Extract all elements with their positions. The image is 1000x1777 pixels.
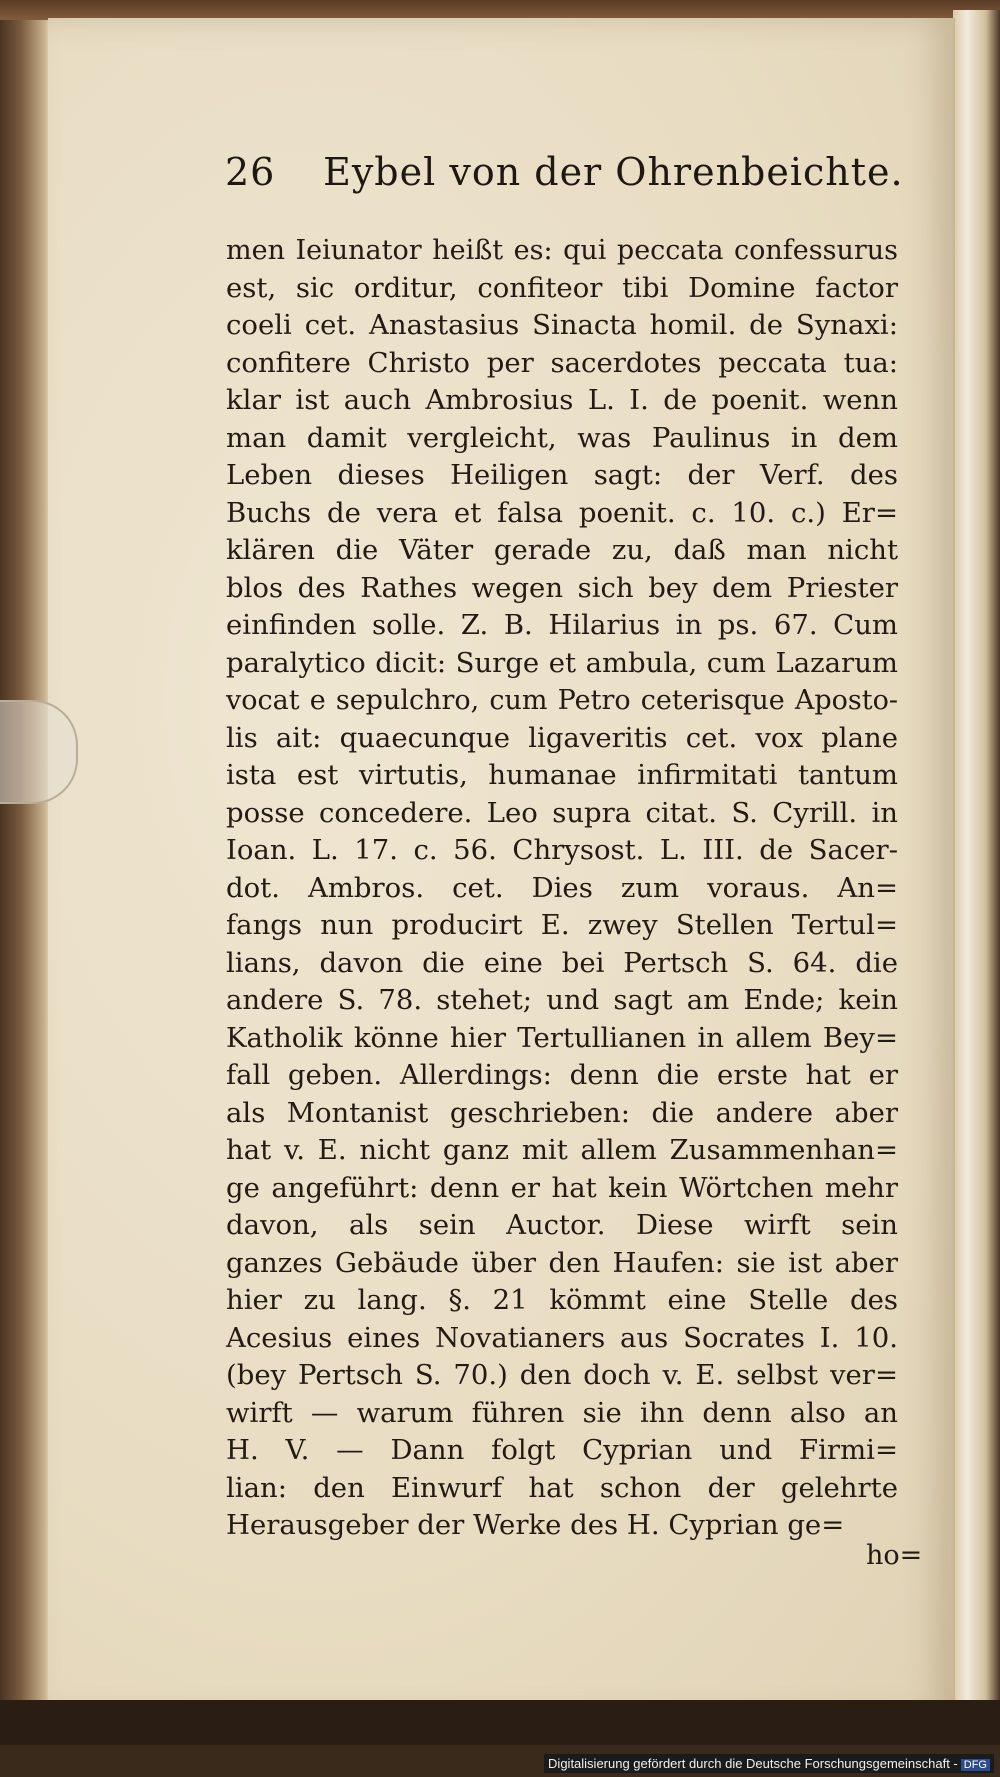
text-line: als Montanist geschrieben: die andere aber xyxy=(226,1096,898,1129)
text-line: wirft — warum führen sie ihn denn also an xyxy=(226,1396,898,1429)
book-left-edge xyxy=(0,20,52,1720)
book-right-edge xyxy=(953,10,1000,1740)
digitization-credit xyxy=(544,1754,994,1773)
text-line: ge angeführt: denn er hat kein Wörtchen mehr xyxy=(226,1171,898,1204)
text-line: lians, davon die eine bei Pertsch S. 64. die xyxy=(226,946,898,979)
text-line: davon, als sein Auctor. Diese wirft sein xyxy=(226,1209,898,1241)
text-line: H. V. — Dann folgt Cyprian und Firmi= xyxy=(226,1434,898,1466)
text-line: klar ist auch Ambrosius L. I. de poenit. wenn xyxy=(226,384,898,416)
text-line: ista est virtutis, humanae infirmitati tantum xyxy=(226,759,898,791)
text-line: ganzes Gebäude über den Haufen: sie ist aber xyxy=(226,1246,898,1279)
text-line: blos des Rathes wegen sich bey dem Priester xyxy=(226,571,898,604)
text-line: andere S. 78. stehet; und sagt am Ende; kein xyxy=(226,984,898,1016)
text-line: Katholik könne hier Tertullianen in allem Bey= xyxy=(226,1021,898,1054)
page-clip xyxy=(0,700,78,804)
text-line: paralytico dicit: Surge et ambula, cum Lazarum xyxy=(226,646,898,679)
text-line: fall geben. Allerdings: denn die erste hat er xyxy=(226,1059,898,1091)
text-line: dot. Ambros. cet. Dies zum voraus. An= xyxy=(226,871,898,904)
catchword: ho= xyxy=(866,1540,923,1571)
text-line: Ioan. L. 17. c. 56. Chrysost. L. III. de Sacer- xyxy=(226,834,898,866)
text-line: einfinden solle. Z. B. Hilarius in ps. 67. Cum xyxy=(226,609,898,641)
text-line: hat v. E. nicht ganz mit allem Zusammenhan= xyxy=(226,1134,898,1166)
running-title: Eybel von der Ohrenbeichte. xyxy=(323,150,904,194)
text-line: Buchs de vera et falsa poenit. c. 10. c.) Er= xyxy=(226,496,898,529)
credit-text: Digitalisierung gefördert durch die Deutsche Forschungsgemeinschaft - xyxy=(548,1756,958,1771)
text-line: Acesius eines Novatianers aus Socrates I. 10. xyxy=(226,1321,898,1354)
dfg-logo: DFG xyxy=(961,1759,990,1771)
text-line: (bey Pertsch S. 70.) den doch v. E. selbst ver= xyxy=(226,1359,898,1391)
bottom-background xyxy=(0,1700,1000,1745)
text-line: man damit vergleicht, was Paulinus in dem xyxy=(226,421,898,454)
text-line: klären die Väter gerade zu, daß man nicht xyxy=(226,534,898,566)
text-line: Herausgeber der Werke des H. Cyprian ge= xyxy=(226,1509,845,1541)
running-header xyxy=(225,150,925,210)
text-line: men Ieiunator heißt es: qui peccata confessurus xyxy=(226,235,898,266)
text-line: lian: den Einwurf hat schon der gelehrte xyxy=(226,1471,898,1504)
text-line: hier zu lang. §. 21 kömmt eine Stelle des xyxy=(226,1284,898,1316)
text-line: Leben dieses Heiligen sagt: der Verf. des xyxy=(226,459,898,491)
text-line: confitere Christo per sacerdotes peccata tua: xyxy=(226,346,898,379)
body-text xyxy=(226,232,898,1545)
page-number: 26 xyxy=(225,150,276,194)
text-line: posse concedere. Leo supra citat. S. Cyrill. in xyxy=(226,796,898,829)
text-line: est, sic orditur, confiteor tibi Domine factor xyxy=(226,271,898,304)
text-line: coeli cet. Anastasius Sinacta homil. de Synaxi: xyxy=(226,309,898,341)
text-line: fangs nun producirt E. zwey Stellen Tertul= xyxy=(226,909,898,941)
text-line: vocat e sepulchro, cum Petro ceterisque Aposto- xyxy=(226,685,898,716)
text-line: lis ait: quaecunque ligaveritis cet. vox plane xyxy=(226,721,898,754)
